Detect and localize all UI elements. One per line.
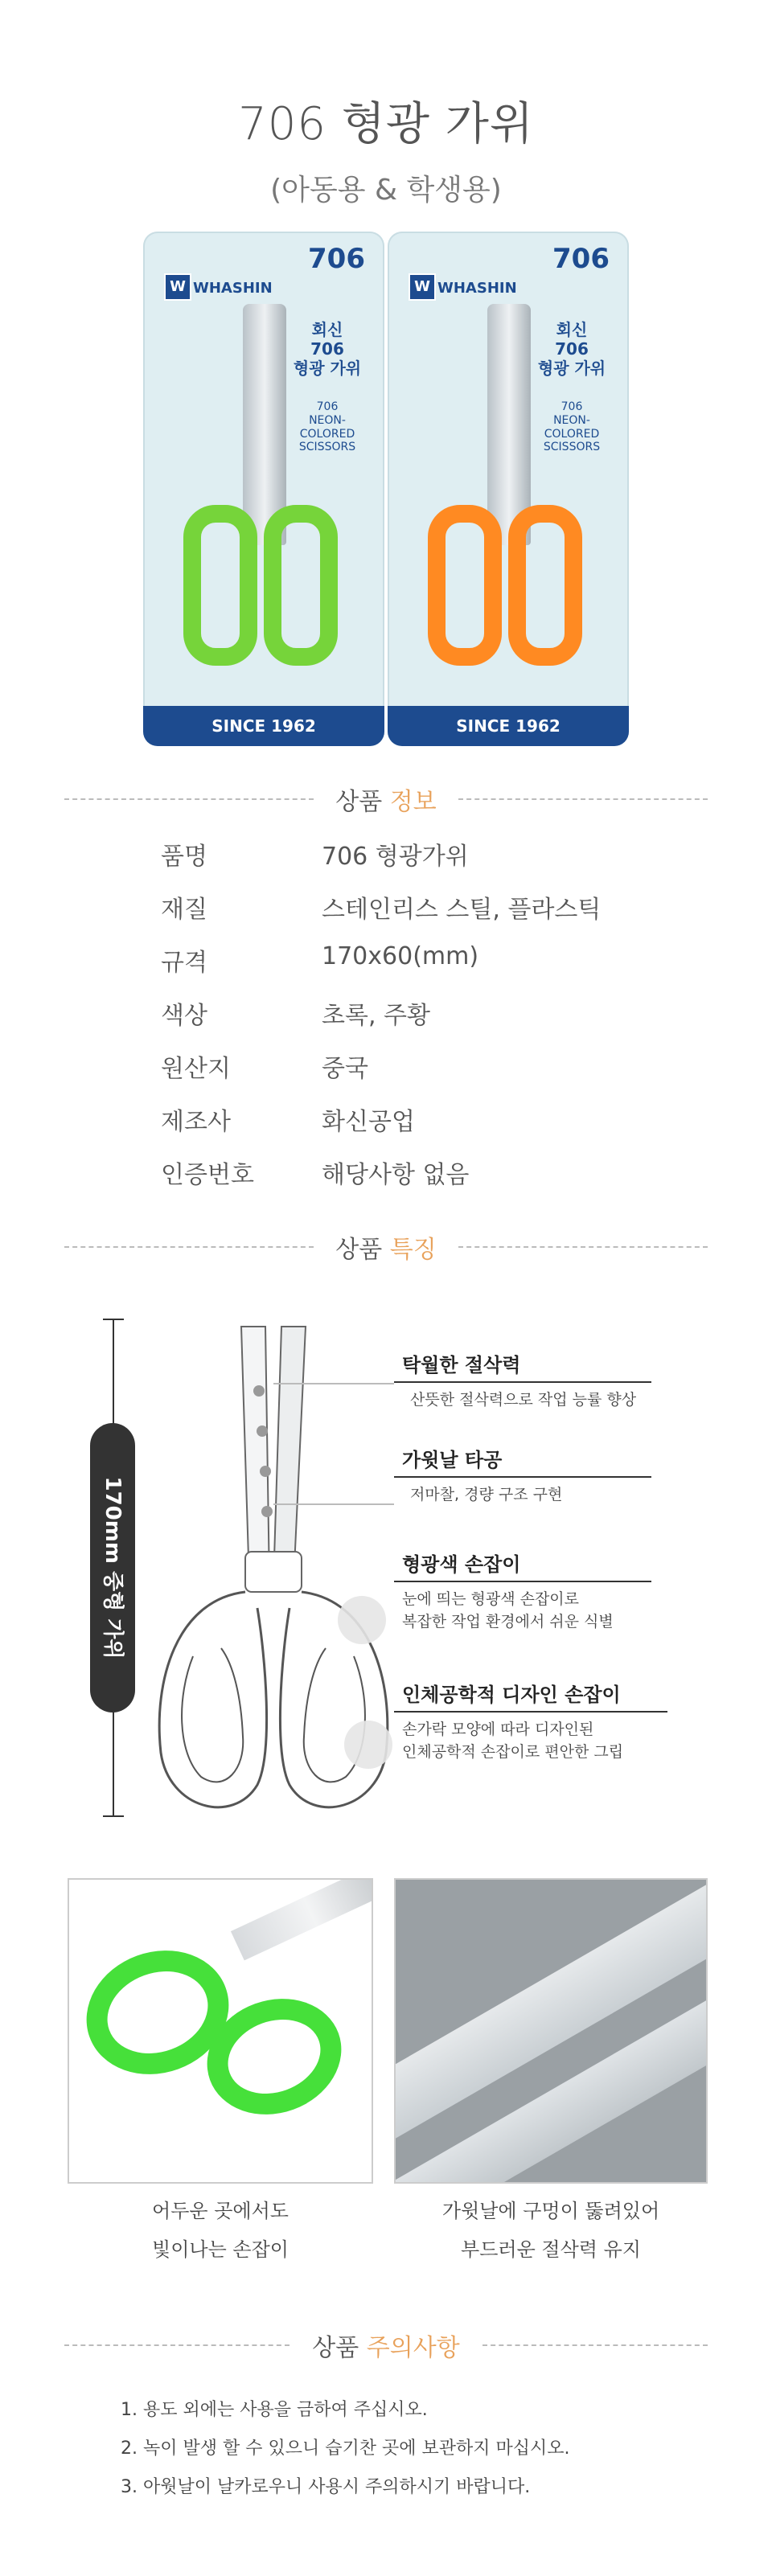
callout-marker	[338, 1596, 386, 1644]
product-package-orange	[388, 232, 629, 746]
photo-caption: 가윗날에 구멍이 뚫려있어 부드러운 절삭력 유지	[441, 2200, 660, 2261]
caution-note: 1. 용도 외에는 사용을 금하여 주십시오.	[121, 2400, 428, 2420]
brand-logo-icon: W	[409, 273, 436, 301]
page-title: 706 형광 가위	[238, 98, 534, 150]
scissor-handle-right	[508, 505, 582, 666]
package-number: 706	[308, 243, 365, 275]
caution-note: 3. 아웟날이 날카로우니 사용시 주의하시기 바랍니다.	[121, 2477, 531, 2497]
package-number: 706	[552, 243, 610, 275]
feature-title: 형광색 손잡이	[402, 1553, 521, 1576]
photo-perforated-blade	[394, 1878, 708, 2184]
feature-desc: 산뜻한 절삭력으로 작업 능률 향상	[410, 1391, 637, 1409]
feature-desc: 저마찰, 경량 구조 구현	[410, 1486, 563, 1503]
package-sub-label: 706 NEON- COLORED SCISSORS	[543, 400, 601, 454]
product-package-green	[143, 232, 384, 746]
package-side-label: 회신 706 형광 가위	[293, 320, 362, 378]
length-label: 170mm 중형 가위	[101, 1476, 125, 1659]
feature-desc: 눈에 띄는 형광색 손잡이로 복잡한 작업 환경에서 쉬운 식별	[402, 1590, 614, 1631]
callout-marker	[344, 1721, 392, 1769]
page-subtitle: (아동용 & 학생용)	[270, 174, 502, 207]
photo-caption: 어두운 곳에서도 빛이나는 손잡이	[152, 2200, 289, 2261]
package-brand: WHASHIN	[193, 280, 273, 297]
info-section-heading: 상품 정보	[335, 788, 437, 816]
feature-title: 탁월한 절삭력	[402, 1354, 521, 1376]
package-since: SINCE 1962	[143, 706, 384, 746]
callout-line	[273, 1503, 394, 1505]
feature-underline	[394, 1581, 651, 1582]
feature-desc: 손가락 모양에 따라 디자인된 인체공학적 손잡이로 편안한 그립	[402, 1721, 624, 1761]
photo-glowing-handle	[68, 1878, 373, 2184]
length-measure-cap	[103, 1319, 124, 1320]
feature-title: 인체공학적 디자인 손잡이	[402, 1684, 621, 1706]
package-sub-label: 706 NEON- COLORED SCISSORS	[298, 400, 356, 454]
feature-section-heading: 상품 특징	[335, 1236, 437, 1264]
scissor-handle-left	[183, 505, 257, 666]
feature-underline	[394, 1476, 651, 1478]
length-measure-cap	[103, 1815, 124, 1817]
brand-logo-icon: W	[164, 273, 191, 301]
package-brand: WHASHIN	[437, 280, 517, 297]
callout-line	[273, 1383, 394, 1384]
package-side-label: 회신 706 형광 가위	[537, 320, 606, 378]
scissor-handle-left	[428, 505, 502, 666]
feature-underline	[394, 1711, 667, 1713]
feature-title: 가윗날 타공	[402, 1449, 503, 1471]
caution-section-heading: 상품 주의사항	[312, 2334, 460, 2362]
caution-note: 2. 녹이 발생 할 수 있으니 습기찬 곳에 보관하지 마십시오.	[121, 2439, 570, 2459]
package-since: SINCE 1962	[388, 706, 629, 746]
scissor-handle-right	[264, 505, 338, 666]
feature-underline	[394, 1381, 651, 1383]
